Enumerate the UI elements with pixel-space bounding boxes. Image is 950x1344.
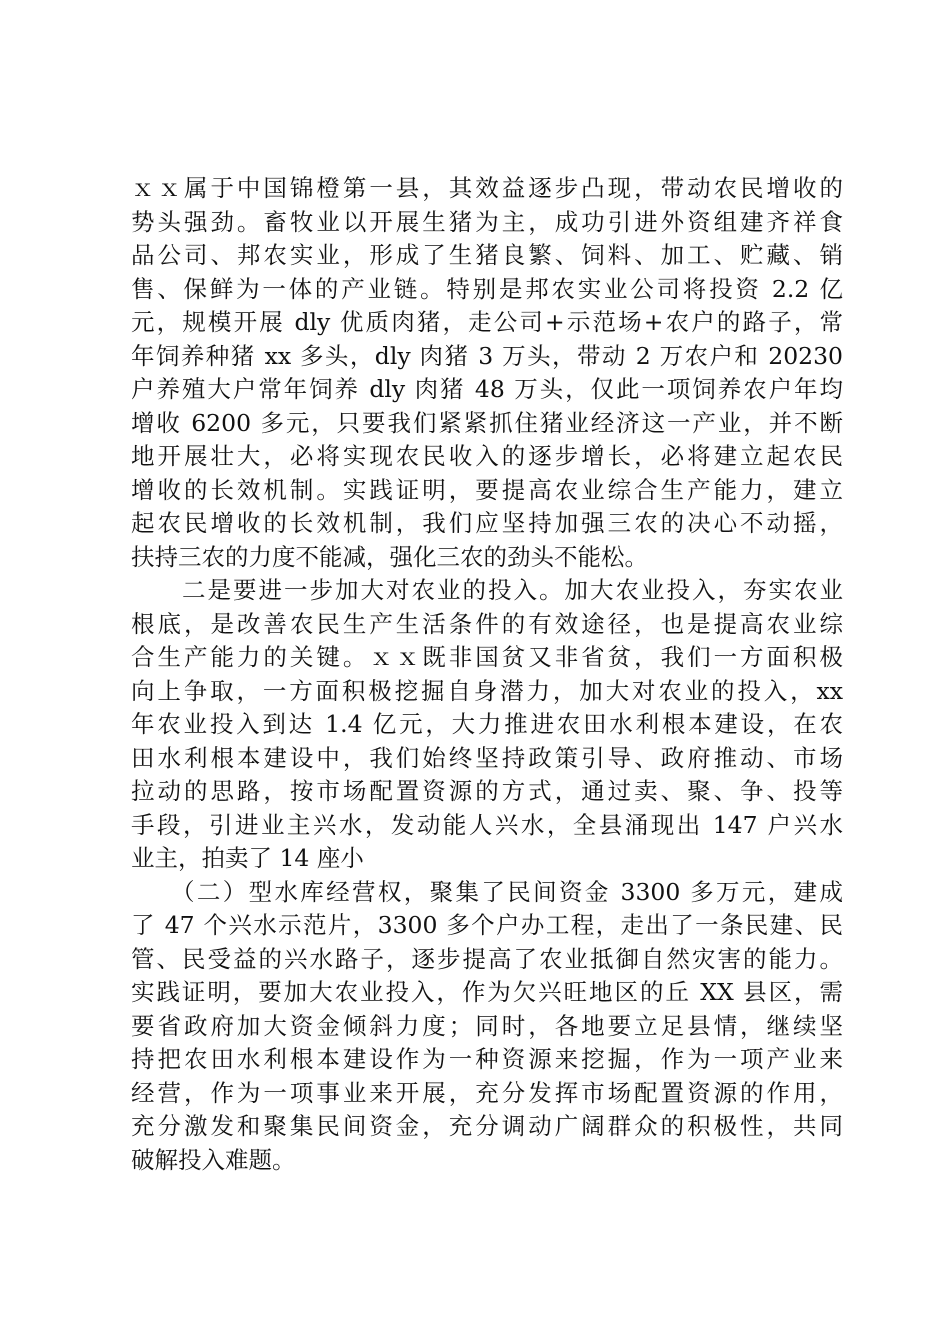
text-line: 品公司、邦农实业，形成了生猪良繁、饲料、加工、贮藏、销: [131, 241, 843, 269]
text-line: 年饲养种猪 xx 多头，dly 肉猪 3 万头，带动 2 万农户和 20230: [131, 341, 843, 370]
text-line: 业主，拍卖了 14 座小: [131, 844, 364, 872]
text-line: 合生产能力的关键。ｘｘ既非国贫又非省贫，我们一方面积极: [131, 643, 843, 671]
text-line: ｘｘ属于中国锦橙第一县，其效益逐步凸现，带动农民增收的: [131, 174, 843, 202]
text-line: 管、民受益的兴水路子，逐步提高了农业抵御自然灾害的能力。: [131, 944, 843, 973]
text-line: （二）型水库经营权，聚集了民间资金 3300 多万元，建成: [131, 877, 843, 906]
text-line: 势头强劲。畜牧业以开展生猪为主，成功引进外资组建齐祥食: [131, 207, 843, 236]
text-line: 元，规模开展 dly 优质肉猪，走公司+示范场+农户的路子，常: [131, 308, 843, 336]
text-line: 增收的长效机制。实践证明，要提高农业综合生产能力，建立: [131, 475, 843, 504]
text-line: 向上争取，一方面积极挖掘自身潜力，加大对农业的投入，xx: [131, 676, 843, 705]
text-line: 田水利根本建设中，我们始终坚持政策引导、政府推动、市场: [131, 743, 843, 772]
text-line: 要省政府加大资金倾斜力度；同时，各地要立足县情，继续坚: [131, 1011, 843, 1040]
text-line: 手段，引进业主兴水，发动能人兴水，全县涌现出 147 户兴水: [131, 810, 843, 839]
text-line: 持把农田水利根本建设作为一种资源来挖掘，作为一项产业来: [131, 1045, 843, 1073]
text-line: 根底，是改善农民生产生活条件的有效途径，也是提高农业综: [131, 609, 843, 638]
text-line: 破解投入难题。: [131, 1145, 296, 1174]
text-line: 年农业投入到达 1.4 亿元，大力推进农田水利根本建设，在农: [131, 710, 843, 738]
text-line: 地开展壮大，必将实现农民收入的逐步增长，必将建立起农民: [131, 442, 843, 470]
text-line: 充分激发和聚集民间资金，充分调动广阔群众的积极性，共同: [131, 1112, 843, 1140]
body-text: [131, 172, 843, 1177]
text-line: 售、保鲜为一体的产业链。特别是邦农实业公司将投资 2.2 亿: [131, 274, 843, 303]
text-line: 增收 6200 多元，只要我们紧紧抓住猪业经济这一产业，并不断: [131, 408, 843, 437]
text-line: 拉动的思路，按市场配置资源的方式，通过卖、聚、争、投等: [131, 777, 843, 805]
text-line: 实践证明，要加大农业投入，作为欠兴旺地区的丘 XX 县区，需: [131, 978, 843, 1006]
text-line: 户养殖大户常年饲养 dly 肉猪 48 万头，仅此一项饲养农户年均: [131, 375, 843, 403]
text-line: 了 47 个兴水示范片，3300 多个户办工程，走出了一条民建、民: [131, 911, 843, 939]
text-line: 扶持三农的力度不能减，强化三农的劲头不能松。: [131, 542, 648, 571]
text-line: 起农民增收的长效机制，我们应坚持加强三农的决心不动摇，: [131, 509, 843, 537]
text-line: 二是要进一步加大对农业的投入。加大农业投入，夯实农业: [131, 576, 843, 604]
text-line: 经营，作为一项事业来开展，充分发挥市场配置资源的作用，: [131, 1078, 843, 1107]
